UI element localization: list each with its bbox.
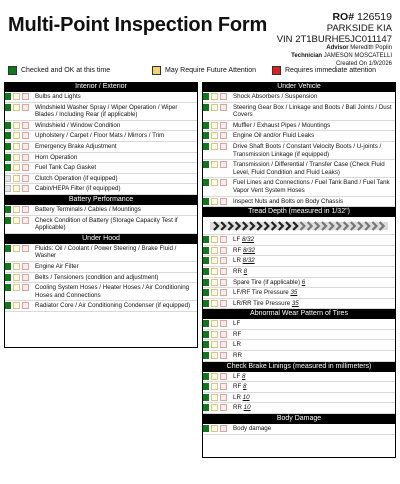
status-checkboxes	[202, 288, 229, 296]
future-checkbox[interactable]	[211, 122, 218, 129]
section-wear: Abnormal Wear Pattern of Tires	[202, 309, 396, 319]
inspection-item-label: RF	[233, 330, 242, 338]
inspection-item-label: LR	[233, 341, 241, 349]
immediate-checkbox[interactable]	[220, 179, 227, 186]
measurement-value: 8	[242, 383, 247, 391]
measurement-value: 8	[241, 372, 246, 380]
inspection-item-label: Clutch Operation (if equipped)	[35, 174, 118, 182]
ok-checkbox[interactable]	[202, 425, 209, 432]
ok-checkbox[interactable]	[4, 284, 11, 291]
section-interior: Interior / Exterior	[4, 82, 198, 92]
immediate-checkbox[interactable]	[220, 404, 227, 411]
inspection-item-label: LF/RF Tire Pressure 35	[233, 289, 298, 297]
ok-checkbox[interactable]	[202, 279, 209, 286]
ok-checkbox[interactable]	[4, 122, 11, 129]
inspection-item	[202, 267, 396, 278]
inspection-item	[202, 403, 396, 414]
inspection-item	[202, 235, 396, 246]
inspection-item	[202, 278, 396, 289]
status-checkboxes	[202, 121, 229, 129]
inspection-item-label: Cabin/HEPA Filter (if equipped)	[35, 185, 121, 193]
future-checkbox[interactable]	[13, 302, 20, 309]
inspection-item-label: RR	[233, 352, 242, 360]
future-checkbox[interactable]	[211, 143, 218, 150]
immediate-checkbox[interactable]	[22, 132, 29, 139]
ro-number: RO# 126519	[332, 11, 392, 23]
immediate-checkbox[interactable]	[220, 331, 227, 338]
inspection-item-label: Engine Oil and/or Fluid Leaks	[233, 132, 315, 140]
ok-checkbox[interactable]	[202, 404, 209, 411]
inspection-item	[4, 301, 198, 312]
inspection-item	[4, 103, 198, 121]
immediate-checkbox[interactable]	[22, 143, 29, 150]
inspection-item	[4, 174, 198, 185]
inspection-item	[4, 244, 198, 262]
inspection-item	[4, 92, 198, 103]
section-vehicle: Under Vehicle	[202, 82, 396, 92]
inspection-item-label: LR/RR Tire Pressure 35	[233, 299, 299, 307]
inspection-item	[202, 256, 396, 267]
inspection-item-label: Check Condition of Battery (Storage Capacity Test if Applicable)	[35, 216, 178, 232]
status-checkboxes	[202, 142, 229, 150]
future-checkbox[interactable]	[211, 394, 218, 401]
immediate-checkbox[interactable]	[220, 279, 227, 286]
inspection-item	[4, 184, 198, 195]
immediate-checkbox[interactable]	[22, 122, 29, 129]
status-checkboxes	[202, 299, 229, 307]
inspection-item-label: Muffler / Exhaust Pipes / Mountings	[233, 121, 331, 129]
ok-checkbox[interactable]	[202, 331, 209, 338]
future-checkbox[interactable]	[211, 179, 218, 186]
ok-checkbox[interactable]	[4, 185, 11, 192]
section-battery: Battery Performance	[4, 195, 198, 205]
future-checkbox[interactable]	[13, 175, 20, 182]
inspection-item-label: Radiator Core / Air Conditioning Condenser (if equipped)	[35, 302, 191, 310]
immediate-checkbox[interactable]	[22, 175, 29, 182]
future-checkbox[interactable]	[211, 268, 218, 275]
immediate-checkbox[interactable]	[220, 236, 227, 243]
immediate-checkbox[interactable]	[220, 198, 227, 205]
status-checkboxes	[202, 197, 229, 205]
immediate-checkbox[interactable]	[220, 247, 227, 254]
inspection-item	[202, 372, 396, 383]
inspection-item-label: LF 8	[233, 372, 246, 380]
section-body: Body Damage	[202, 414, 396, 424]
inspection-item-label: Windshield / Window Condition	[35, 121, 121, 129]
inspection-item-label: LF 8/32	[233, 236, 255, 244]
inspection-item	[202, 424, 396, 435]
future-checkbox[interactable]	[13, 245, 20, 252]
inspection-item	[202, 319, 396, 330]
future-checkbox[interactable]	[13, 284, 20, 291]
inspection-item-label: Drive Shaft Boots / Constant Velocity Boots / U-joints / Transmission Linkage (if equipped)	[233, 142, 382, 158]
inspection-item	[4, 163, 198, 174]
future-checkbox[interactable]	[13, 122, 20, 129]
status-checkboxes	[202, 351, 229, 359]
ok-checkbox[interactable]	[202, 289, 209, 296]
immediate-checkbox[interactable]	[220, 425, 227, 432]
future-checkbox[interactable]	[211, 320, 218, 327]
status-checkboxes	[202, 178, 229, 186]
tire-tread-icon	[210, 220, 388, 232]
ok-checkbox[interactable]	[202, 268, 209, 275]
right-column	[202, 82, 396, 435]
inspection-item-label: LR 10	[233, 393, 250, 401]
ok-checkbox[interactable]	[202, 122, 209, 129]
future-checkbox[interactable]	[13, 104, 20, 111]
ok-checkbox[interactable]	[202, 352, 209, 359]
immediate-checkbox[interactable]	[220, 143, 227, 150]
immediate-checkbox[interactable]	[220, 132, 227, 139]
immediate-checkbox[interactable]	[22, 245, 29, 252]
status-checkboxes	[202, 235, 229, 243]
immediate-checkbox[interactable]	[220, 341, 227, 348]
status-checkboxes	[4, 142, 31, 150]
status-checkboxes	[202, 246, 229, 254]
status-checkboxes	[202, 92, 229, 100]
status-checkboxes	[202, 256, 229, 264]
ok-checkbox[interactable]	[202, 300, 209, 307]
future-checkbox[interactable]	[211, 383, 218, 390]
inspection-item	[202, 197, 396, 208]
future-checkbox[interactable]	[211, 161, 218, 168]
inspection-item	[4, 142, 198, 153]
inspection-item	[202, 330, 396, 341]
immediate-checkbox[interactable]	[220, 320, 227, 327]
measurement-value: 6	[301, 278, 306, 286]
status-checkboxes	[4, 184, 31, 192]
ok-checkbox[interactable]	[4, 274, 11, 281]
measurement-value: 8/32	[242, 246, 256, 254]
inspection-item	[202, 103, 396, 121]
inspection-item-label: Cooling System Hoses / Heater Hoses / Air Conditioning Hoses and Connections	[35, 284, 190, 299]
ok-checkbox[interactable]	[202, 247, 209, 254]
measurement-value: 10	[242, 393, 250, 401]
status-checkboxes	[4, 174, 31, 182]
inspection-item	[202, 246, 396, 257]
left-column	[4, 82, 198, 312]
immediate-checkbox[interactable]	[22, 263, 29, 270]
future-checkbox[interactable]	[13, 263, 20, 270]
inspection-item-label: Fuel Tank Cap Gasket	[35, 164, 97, 172]
future-checkbox[interactable]	[13, 93, 20, 100]
ok-checkbox[interactable]	[202, 257, 209, 264]
future-checkbox[interactable]	[211, 425, 218, 432]
immediate-checkbox[interactable]	[22, 217, 29, 224]
immediate-checkbox[interactable]	[22, 206, 29, 213]
inspection-item-label: Emergency Brake Adjustment	[35, 142, 117, 150]
inspection-item-label: Inspect Nuts and Bolts on Body Chassis	[233, 197, 344, 205]
measurement-value: 8	[243, 267, 248, 275]
vin: VIN 2T1BURHE5JC011147	[276, 34, 392, 45]
inspection-item	[202, 340, 396, 351]
ok-checkbox[interactable]	[202, 93, 209, 100]
future-checkbox[interactable]	[211, 257, 218, 264]
ok-checkbox[interactable]	[4, 132, 11, 139]
status-checkboxes	[202, 330, 229, 338]
ok-checkbox[interactable]	[4, 164, 11, 171]
future-checkbox[interactable]	[211, 331, 218, 338]
inspection-item-label: Engine Air Filter	[35, 262, 79, 270]
ok-checkbox[interactable]	[202, 179, 209, 186]
inspection-item-label: LF	[233, 320, 241, 328]
inspection-item-label: Shock Absorbers / Suspension	[233, 93, 318, 100]
inspection-item	[202, 178, 396, 196]
header-meta: Advisor Meredith Poplin Technician JAMESON MOSCATELLI Created On 1/9/2026	[291, 45, 392, 67]
ok-checkbox[interactable]	[202, 198, 209, 205]
future-checkbox[interactable]	[13, 206, 20, 213]
inspection-item	[4, 153, 198, 164]
status-checkboxes	[202, 340, 229, 348]
measurement-value: 10	[243, 404, 251, 412]
immediate-checkbox[interactable]	[220, 394, 227, 401]
immediate-checkbox[interactable]	[22, 274, 29, 281]
inspection-item	[202, 393, 396, 404]
inspection-item	[202, 131, 396, 142]
inspection-item-label: Upholstery / Carpet / Floor Mats / Mirrors / Trim	[35, 132, 165, 140]
status-checkboxes	[202, 267, 229, 275]
immediate-checkbox[interactable]	[220, 383, 227, 390]
legend	[0, 66, 400, 78]
inspection-item	[202, 299, 396, 310]
ok-checkbox[interactable]	[4, 143, 11, 150]
inspection-item	[4, 273, 198, 284]
inspection-item-label: Bulbs and Lights	[35, 93, 81, 100]
ok-checkbox[interactable]	[4, 217, 11, 224]
section-tread: Tread Depth (measured in 1/32")	[202, 207, 396, 217]
immediate-checkbox[interactable]	[220, 161, 227, 168]
status-checkboxes	[202, 319, 229, 327]
green-swatch	[8, 66, 17, 75]
immediate-checkbox[interactable]	[22, 284, 29, 291]
inspection-item-label: Fuel Lines and Connections / Fuel Tank Band / Fuel Tank Vapor Vent System Hoses	[233, 179, 390, 194]
immediate-checkbox[interactable]	[220, 352, 227, 359]
ok-checkbox[interactable]	[202, 383, 209, 390]
immediate-checkbox[interactable]	[22, 93, 29, 100]
inspection-item-label: RF 8/32	[233, 246, 256, 254]
status-checkboxes	[4, 131, 31, 139]
immediate-checkbox[interactable]	[220, 122, 227, 129]
inspection-item-label: Steering Gear Box / Linkage and Boots / Ball Joints / Dust Covers	[233, 103, 392, 119]
ok-checkbox[interactable]	[202, 373, 209, 380]
inspection-item-label: Battery Terminals / Cables / Mountings	[35, 205, 141, 213]
future-checkbox[interactable]	[211, 300, 218, 307]
inspection-item	[4, 262, 198, 273]
inspection-item-label: Transmission / Differential / Transfer Case (Check Fluid Level, Fluid Condition and Fluid Leaks)	[233, 161, 385, 176]
inspection-item-label: RF 8	[233, 383, 247, 391]
inspection-item-label: Spare Tire (if applicable) 6	[233, 278, 306, 286]
status-checkboxes	[202, 382, 229, 390]
ok-checkbox[interactable]	[202, 132, 209, 139]
measurement-value: 8/32	[241, 236, 255, 244]
ok-checkbox[interactable]	[202, 341, 209, 348]
section-hood: Under Hood	[4, 234, 198, 244]
future-checkbox[interactable]	[211, 198, 218, 205]
future-checkbox[interactable]	[211, 404, 218, 411]
inspection-item	[4, 283, 198, 301]
inspection-item	[4, 121, 198, 132]
immediate-checkbox[interactable]	[22, 104, 29, 111]
future-checkbox[interactable]	[211, 236, 218, 243]
ok-checkbox[interactable]	[4, 206, 11, 213]
inspection-item-label: Fluids: Oil / Coolant / Power Steering / Brake Fluid / Washer	[35, 244, 177, 260]
inspection-item-label: Horn Operation	[35, 153, 78, 161]
future-checkbox[interactable]	[211, 373, 218, 380]
inspection-item	[4, 216, 198, 234]
ok-checkbox[interactable]	[4, 175, 11, 182]
ok-checkbox[interactable]	[4, 302, 11, 309]
yellow-swatch	[152, 66, 161, 75]
inspection-item	[202, 382, 396, 393]
status-checkboxes	[4, 262, 31, 270]
future-checkbox[interactable]	[211, 132, 218, 139]
ok-checkbox[interactable]	[4, 245, 11, 252]
future-checkbox[interactable]	[13, 132, 20, 139]
form-title: Multi-Point Inspection Form	[8, 14, 268, 36]
future-checkbox[interactable]	[13, 154, 20, 161]
status-checkboxes	[4, 301, 31, 309]
tread-graphic	[202, 217, 396, 235]
future-checkbox[interactable]	[211, 93, 218, 100]
inspection-item	[202, 92, 396, 103]
inspection-item	[202, 121, 396, 132]
immediate-checkbox[interactable]	[22, 154, 29, 161]
status-checkboxes	[202, 131, 229, 139]
red-swatch	[272, 66, 281, 75]
future-checkbox[interactable]	[211, 289, 218, 296]
inspection-item-label: RR 10	[233, 404, 251, 412]
future-checkbox[interactable]	[211, 247, 218, 254]
inspection-item	[4, 205, 198, 216]
status-checkboxes	[202, 424, 229, 432]
immediate-checkbox[interactable]	[220, 257, 227, 264]
future-checkbox[interactable]	[13, 185, 20, 192]
inspection-item-label: Body damage	[233, 425, 272, 433]
inspection-item-label: RR 8	[233, 267, 248, 275]
section-brakes: Check Brake Linings (measured in millimeters)	[202, 362, 396, 372]
status-checkboxes	[4, 103, 31, 111]
legend-future: May Require Future Attention	[152, 66, 256, 75]
immediate-checkbox[interactable]	[220, 104, 227, 111]
status-checkboxes	[4, 163, 31, 171]
status-checkboxes	[4, 153, 31, 161]
immediate-checkbox[interactable]	[220, 373, 227, 380]
dealership-name: PARKSIDE KIA	[326, 23, 392, 34]
immediate-checkbox[interactable]	[220, 300, 227, 307]
status-checkboxes	[4, 244, 31, 252]
ok-checkbox[interactable]	[4, 154, 11, 161]
status-checkboxes	[202, 103, 229, 111]
inspection-item	[202, 142, 396, 160]
status-checkboxes	[4, 121, 31, 129]
future-checkbox[interactable]	[13, 274, 20, 281]
status-checkboxes	[202, 278, 229, 286]
future-checkbox[interactable]	[211, 104, 218, 111]
ok-checkbox[interactable]	[4, 104, 11, 111]
status-checkboxes	[4, 92, 31, 100]
ok-checkbox[interactable]	[202, 394, 209, 401]
inspection-item-label: Belts / Tensioners (condition and adjustment)	[35, 273, 159, 281]
ok-checkbox[interactable]	[4, 263, 11, 270]
measurement-value: 35	[291, 299, 299, 307]
legend-ok: Checked and OK at this time	[8, 66, 110, 75]
future-checkbox[interactable]	[13, 143, 20, 150]
ok-checkbox[interactable]	[4, 93, 11, 100]
measurement-value: 8/32	[242, 257, 255, 265]
status-checkboxes	[4, 205, 31, 213]
status-checkboxes	[4, 273, 31, 281]
inspection-item	[202, 288, 396, 299]
status-checkboxes	[202, 372, 229, 380]
ok-checkbox[interactable]	[202, 143, 209, 150]
inspection-item-label: Windshield Washer Spray / Wiper Operation / Wiper Blades / Including Rear (if applicable)	[35, 103, 178, 119]
immediate-checkbox[interactable]	[22, 164, 29, 171]
immediate-checkbox[interactable]	[220, 289, 227, 296]
status-checkboxes	[202, 393, 229, 401]
status-checkboxes	[4, 216, 31, 224]
status-checkboxes	[202, 160, 229, 168]
legend-immediate: Requires immediate attention	[272, 66, 376, 75]
ok-checkbox[interactable]	[202, 236, 209, 243]
immediate-checkbox[interactable]	[22, 185, 29, 192]
immediate-checkbox[interactable]	[22, 302, 29, 309]
future-checkbox[interactable]	[211, 341, 218, 348]
ok-checkbox[interactable]	[202, 320, 209, 327]
inspection-item	[4, 131, 198, 142]
inspection-item-label: LR 8/32	[233, 257, 255, 265]
inspection-item	[202, 160, 396, 178]
ok-checkbox[interactable]	[202, 104, 209, 111]
future-checkbox[interactable]	[13, 217, 20, 224]
future-checkbox[interactable]	[211, 279, 218, 286]
immediate-checkbox[interactable]	[220, 268, 227, 275]
measurement-value: 35	[290, 289, 298, 297]
immediate-checkbox[interactable]	[220, 93, 227, 100]
ok-checkbox[interactable]	[202, 161, 209, 168]
inspection-item	[202, 351, 396, 362]
future-checkbox[interactable]	[211, 352, 218, 359]
status-checkboxes	[4, 283, 31, 291]
status-checkboxes	[202, 403, 229, 411]
future-checkbox[interactable]	[13, 164, 20, 171]
